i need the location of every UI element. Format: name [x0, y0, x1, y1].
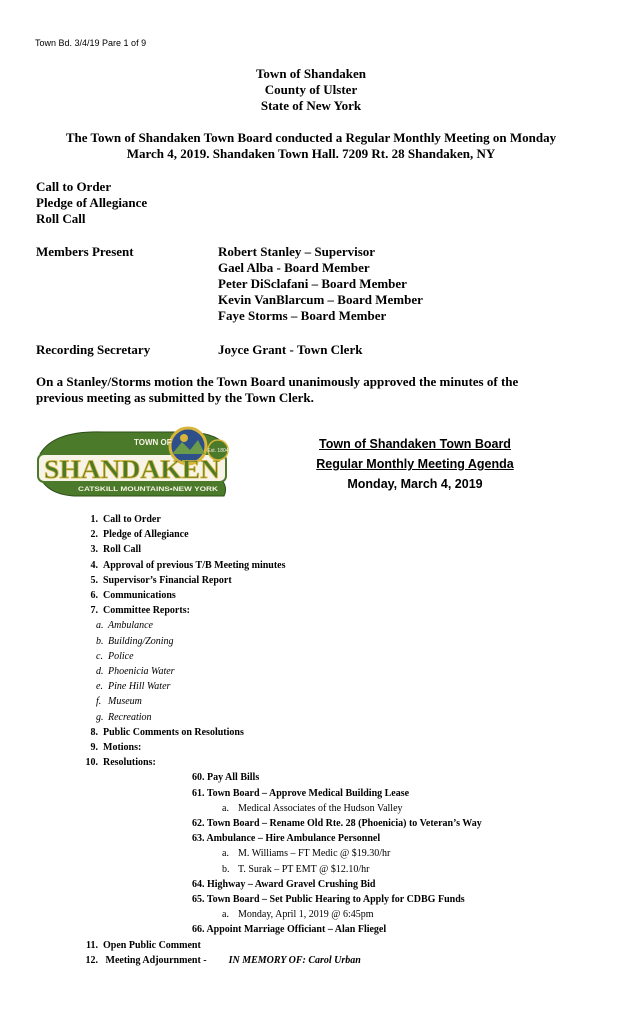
agenda-item — [80, 543, 141, 557]
resolution-subitem — [222, 847, 390, 861]
minutes-line1: On a Stanley/Storms motion the Town Board unanimously approved the minutes of the — [36, 374, 519, 389]
logo-tagline: CATSKILL MOUNTAINS•NEW YORK — [78, 486, 219, 493]
agenda-item-number: 12. — [85, 954, 98, 966]
agenda-item — [80, 726, 244, 740]
shandaken-logo-graphic — [34, 424, 234, 504]
committee-item — [96, 619, 153, 633]
committee-item — [96, 665, 175, 679]
resolution-text: 63. Ambulance – Hire Ambulance Personnel — [192, 833, 381, 845]
call-to-order: Call to Order — [36, 179, 112, 194]
committee-item — [96, 635, 174, 649]
meeting-statement — [0, 130, 622, 162]
committee-letter: e. — [96, 681, 103, 693]
committee-letter: f. — [96, 696, 102, 708]
members-list — [218, 244, 423, 324]
agenda-item — [80, 559, 286, 573]
resolution-item — [192, 923, 386, 937]
member-vanblarcum: Kevin VanBlarcum – Board Member — [218, 292, 423, 307]
resolution-sub-text: Monday, April 1, 2019 @ 6:45pm — [238, 909, 374, 921]
secretary-name: Joyce Grant - Town Clerk — [218, 342, 363, 357]
agenda-item — [80, 528, 189, 542]
member-alba: Gael Alba - Board Member — [218, 260, 370, 275]
logo-name: SHANDAKEN — [44, 455, 221, 484]
resolution-sub-letter: a. — [222, 802, 229, 814]
agenda-item-text: Supervisor’s Financial Report — [103, 574, 232, 586]
agenda-item-number: 10. — [85, 757, 98, 769]
committee-letter: b. — [96, 635, 104, 647]
logo-town-of: TOWN OF — [134, 438, 172, 447]
agenda-item — [80, 574, 232, 588]
agenda-item-number: 11. — [86, 939, 98, 951]
state-name: State of New York — [260, 98, 362, 113]
agenda-item-number: 5. — [90, 574, 98, 586]
resolution-item — [192, 787, 409, 801]
committee-item — [96, 680, 170, 694]
resolution-item — [192, 817, 482, 831]
title-block — [0, 66, 622, 114]
memorial-note: IN MEMORY OF: Carol Urban — [228, 954, 361, 966]
committee-letter: g. — [96, 711, 104, 723]
county-name: County of Ulster — [264, 82, 358, 97]
committee-name: Pine Hill Water — [108, 681, 171, 693]
agenda-item-text: Call to Order — [103, 514, 161, 525]
agenda-item-number: 7. — [90, 605, 98, 617]
logo-est: Est. 1804 — [207, 448, 229, 454]
agenda-item-number: 4. — [90, 559, 98, 571]
agenda-item-number: 3. — [90, 544, 98, 556]
member-disclafani: Peter DiSclafani – Board Member — [218, 276, 407, 291]
committee-name: Phoenicia Water — [108, 666, 175, 677]
minutes-approval — [36, 374, 596, 406]
resolution-item — [192, 893, 465, 907]
resolution-sub-letter: a. — [222, 909, 229, 921]
agenda-item-text: Resolutions: — [103, 757, 156, 769]
secretary-label: Recording Secretary — [36, 342, 151, 357]
agenda-item-text: Communications — [103, 590, 176, 601]
agenda-item — [80, 589, 176, 603]
resolution-item — [192, 878, 375, 892]
committee-name: Museum — [108, 696, 142, 708]
committee-item — [96, 695, 142, 709]
agenda-item-number: 2. — [90, 529, 98, 541]
town-name: Town of Shandaken — [255, 66, 367, 81]
resolution-sub-text: T. Surak – PT EMT @ $12.10/hr — [238, 863, 370, 875]
resolution-item — [192, 832, 380, 846]
agenda-item-text: Motions: — [103, 742, 142, 753]
agenda-item-text: Meeting Adjournment - — [103, 954, 207, 966]
committee-letter: d. — [96, 666, 104, 677]
resolution-text: 60. Pay All Bills — [192, 772, 260, 784]
meeting-statement-line1: The Town of Shandaken Town Board conducted a Regular Monthly Meeting on Monday — [65, 130, 557, 145]
committee-name: Police — [108, 650, 134, 662]
committee-letter: a. — [96, 620, 104, 632]
resolution-sub-letter: b. — [222, 863, 230, 875]
pledge: Pledge of Allegiance — [36, 195, 148, 210]
resolution-text: 66. Appoint Marriage Officiant – Alan Fliegel — [192, 924, 387, 936]
agenda-item — [80, 513, 161, 527]
resolution-sub-text: Medical Associates of the Hudson Valley — [238, 802, 403, 814]
agenda-item-text: Approval of previous T/B Meeting minutes — [103, 559, 286, 571]
resolution-subitem — [222, 863, 369, 877]
agenda-item-text: Pledge of Allegiance — [103, 529, 189, 541]
agenda-date: Monday, March 4, 2019 — [347, 477, 483, 491]
member-supervisor: Robert Stanley – Supervisor — [218, 244, 376, 259]
agenda-title: Town of Shandaken Town Board — [319, 437, 511, 451]
minutes-line2: previous meeting as submitted by the Town Clerk. — [36, 390, 314, 405]
agenda-item-number: 8. — [90, 726, 98, 738]
agenda-item — [80, 741, 141, 755]
agenda-item-text: Committee Reports: — [103, 605, 190, 617]
committee-item — [96, 650, 134, 664]
committee-name: Building/Zoning — [108, 635, 174, 647]
committee-item — [96, 711, 152, 725]
meeting-statement-line2: March 4, 2019. Shandaken Town Hall. 7209 Rt. 28 Shandaken, NY — [126, 146, 496, 161]
committee-letter: c. — [96, 650, 103, 662]
agenda-item-text: Roll Call — [103, 544, 142, 556]
agenda-subtitle: Regular Monthly Meeting Agenda — [316, 457, 514, 471]
resolution-text: 65. Town Board – Set Public Hearing to Apply for CDBG Funds — [192, 894, 465, 905]
agenda-item — [80, 939, 201, 953]
page-header-note: Town Bd. 3/4/19 Pare 1 of 9 — [35, 38, 147, 48]
members-label: Members Present — [36, 244, 134, 259]
resolution-text: 61. Town Board – Approve Medical Building Lease — [192, 787, 410, 799]
agenda-item-text: Public Comments on Resolutions — [103, 726, 244, 738]
committee-name: Ambulance — [108, 620, 153, 632]
committee-name: Recreation — [108, 711, 152, 723]
agenda-item-text: Open Public Comment — [103, 939, 201, 951]
agenda-item — [80, 604, 190, 618]
roll-call: Roll Call — [36, 211, 86, 226]
agenda-item-number: 9. — [90, 742, 98, 753]
agenda-item-number: 1. — [90, 514, 98, 525]
resolution-subitem — [222, 802, 403, 816]
resolution-text: 62. Town Board – Rename Old Rte. 28 (Phoenicia) to Veteran’s Way — [192, 818, 482, 829]
resolution-sub-letter: a. — [222, 848, 229, 860]
agenda-item — [80, 756, 156, 770]
member-storms: Faye Storms – Board Member — [218, 308, 387, 323]
opening-list — [36, 179, 147, 227]
agenda-header — [290, 434, 540, 494]
resolution-item — [192, 771, 259, 785]
agenda-item-number: 6. — [90, 590, 98, 601]
resolution-text: 64. Highway – Award Gravel Crushing Bid — [192, 878, 376, 890]
agenda-item — [80, 954, 361, 968]
resolution-sub-text: M. Williams – FT Medic @ $19.30/hr — [238, 848, 391, 860]
shandaken-logo — [34, 424, 234, 504]
resolution-subitem — [222, 908, 374, 922]
